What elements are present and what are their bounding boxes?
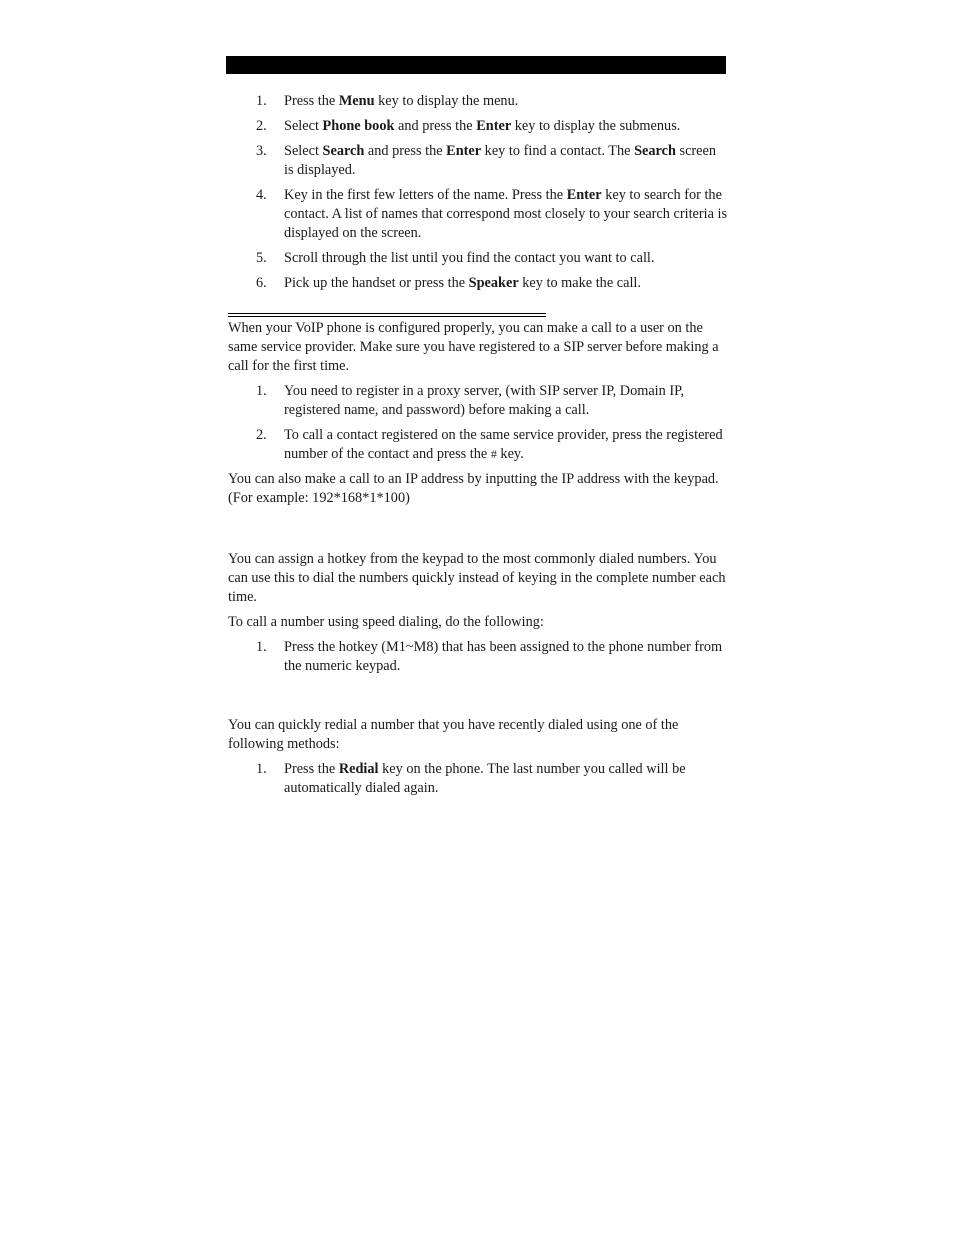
step-number: 6.	[256, 275, 267, 291]
step-number: 2.	[256, 427, 267, 443]
step-text: and press the	[394, 118, 477, 134]
step-text: key to search for the contact. A list of names that correspond most closely to your search criteria is displayed on the screen.	[284, 187, 728, 241]
step-number: 1.	[256, 761, 267, 777]
key-name: Search	[322, 143, 365, 159]
step-text: You need to register in a proxy server, (with SIP server IP, Domain IP, registered name, and password) before making a call.	[284, 383, 685, 418]
speed-dial-steps	[228, 638, 728, 676]
voip-steps	[228, 382, 728, 464]
key-name: Search	[634, 143, 676, 159]
step-text: and press the	[364, 143, 447, 159]
list-item	[228, 760, 728, 798]
list-item	[228, 274, 728, 293]
step-text: Press the	[284, 761, 339, 777]
key-name: Enter	[446, 143, 482, 159]
step-text: Press the	[284, 93, 339, 109]
list-item	[228, 638, 728, 676]
list-item	[228, 382, 728, 420]
ip-call-note: You can also make a call to an IP address by inputting the IP address with the keypad. (For example: 192*168*1*100)	[228, 471, 719, 506]
key-name: Menu	[338, 93, 375, 109]
list-item	[228, 186, 728, 243]
phonebook-steps	[228, 92, 728, 293]
hash-key: #	[490, 447, 497, 461]
voip-intro: When your VoIP phone is configured properly, you can make a call to a user on the same service provider. Make sure you have registered to a SIP server before making a call for the first time.	[228, 320, 719, 374]
list-item	[228, 92, 728, 111]
list-item	[228, 117, 728, 136]
speed-dial-lead: To call a number using speed dialing, do the following:	[228, 614, 544, 630]
key-name: Phone book	[322, 118, 395, 134]
list-item	[228, 426, 728, 464]
step-number: 5.	[256, 250, 267, 266]
key-name: Enter	[476, 118, 512, 134]
step-text: To call a contact registered on the same service provider, press the registered number of the contact and press the	[284, 427, 723, 462]
header-bar	[226, 56, 726, 74]
redial-steps	[228, 760, 728, 798]
section-divider	[228, 313, 546, 317]
key-name: Redial	[338, 761, 379, 777]
step-number: 4.	[256, 187, 267, 203]
step-number: 1.	[256, 639, 267, 655]
step-text: key to make the call.	[518, 275, 641, 291]
list-item	[228, 142, 728, 180]
step-text: key to find a contact. The	[481, 143, 635, 159]
step-text: Press the hotkey (M1~M8) that has been assigned to the phone number from the numeric keypad.	[284, 639, 723, 674]
step-number: 1.	[256, 383, 267, 399]
step-text: key on the phone. The last number you called will be automatically dialed again.	[284, 761, 686, 796]
heading-gap	[228, 514, 728, 550]
step-text: Key in the first few letters of the name. Press the	[284, 187, 567, 203]
step-text: Select	[284, 143, 323, 159]
step-number: 3.	[256, 143, 267, 159]
redial-intro: You can quickly redial a number that you have recently dialed using one of the following methods:	[228, 717, 679, 752]
page-content	[228, 92, 728, 804]
step-text: Select	[284, 118, 323, 134]
step-text: Scroll through the list until you find the contact you want to call.	[284, 250, 655, 266]
list-item	[228, 249, 728, 268]
step-number: 1.	[256, 93, 267, 109]
step-text: screen is displayed.	[284, 143, 717, 178]
key-name: Enter	[566, 187, 602, 203]
step-number: 2.	[256, 118, 267, 134]
step-text: key to display the submenus.	[511, 118, 681, 134]
step-text: key.	[496, 446, 524, 462]
key-name: Speaker	[468, 275, 519, 291]
speed-dial-intro: You can assign a hotkey from the keypad to the most commonly dialed numbers. You can use this to dial the numbers quickly instead of keying in the complete number each time.	[228, 551, 726, 605]
step-text: Pick up the handset or press the	[284, 275, 469, 291]
heading-gap	[228, 682, 728, 716]
step-text: key to display the menu.	[374, 93, 519, 109]
